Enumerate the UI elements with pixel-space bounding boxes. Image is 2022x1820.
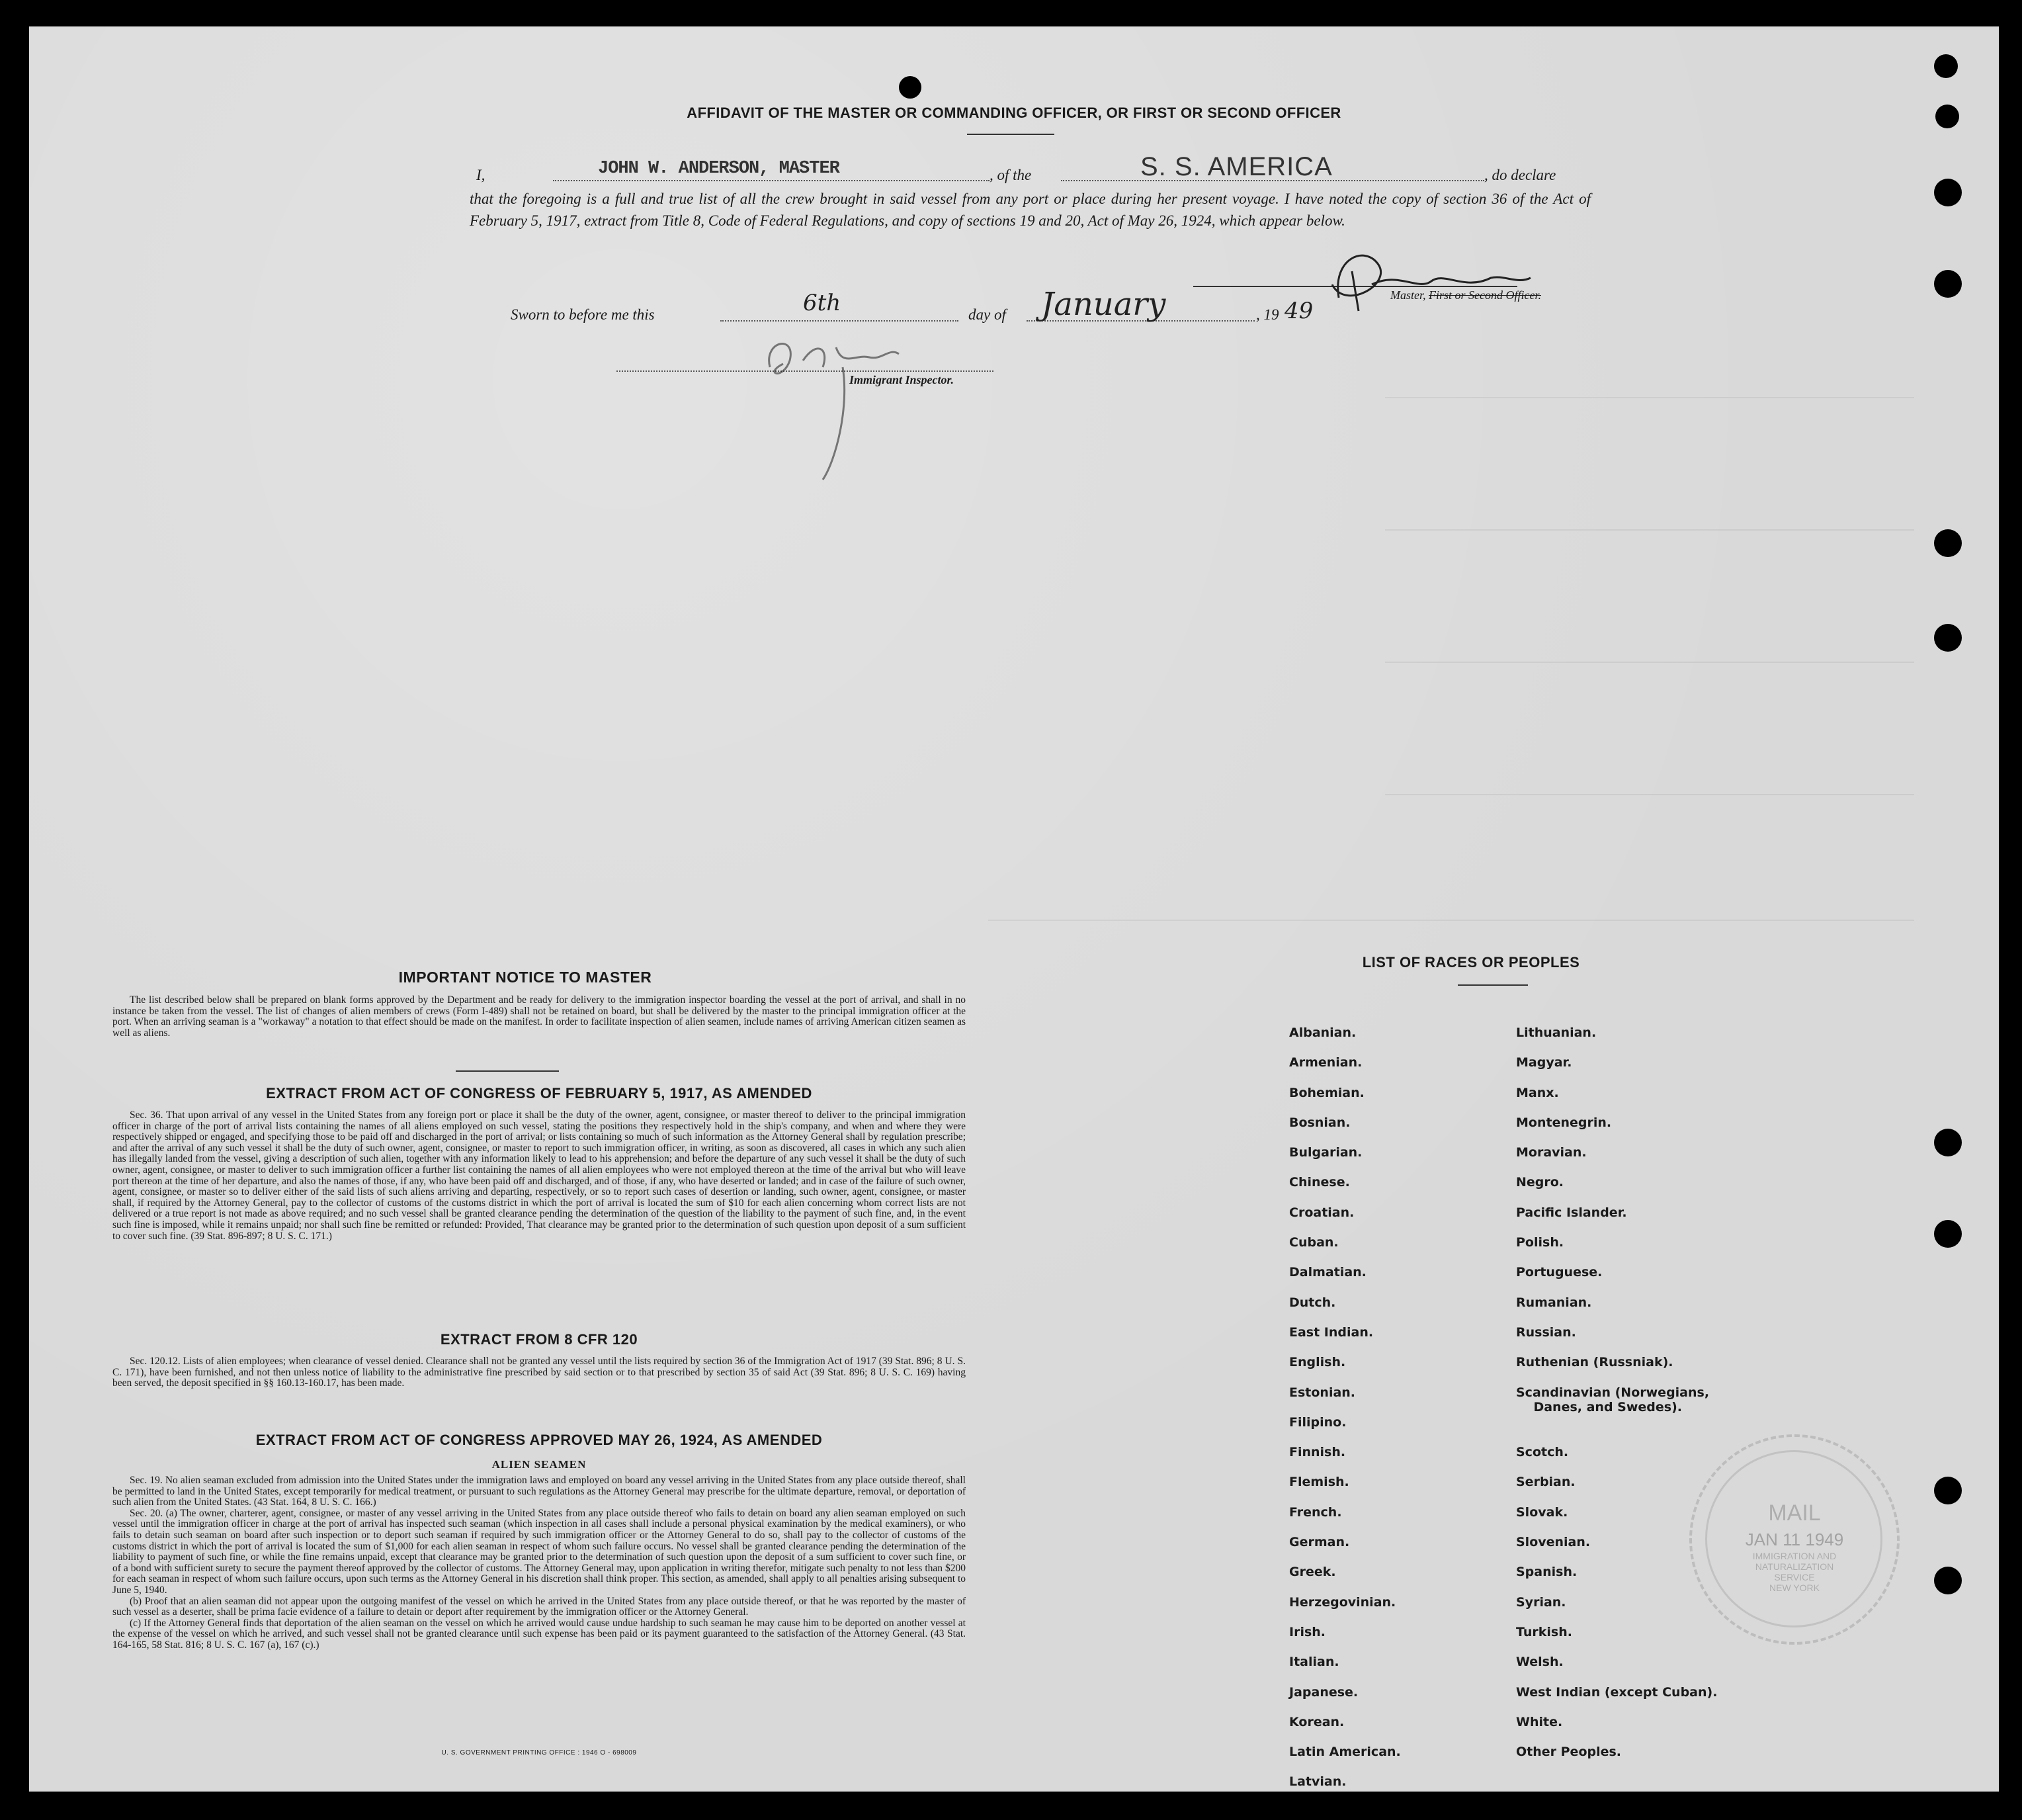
race-item: Chinese. [1289,1175,1350,1190]
punch-hole [1934,624,1962,652]
inspector-caption: Immigrant Inspector. [849,373,954,386]
extract-1917-heading: EXTRACT FROM ACT OF CONGRESS OF FEBRUARY 5, 1917, AS AMENDED [266,1085,812,1102]
race-item: Negro. [1516,1175,1564,1190]
document-sheet [29,26,1999,1792]
stamp-text [1692,1551,1897,1593]
race-item: Scandinavian (Norwegians, Danes, and Swedes). [1516,1385,1710,1414]
do-declare-label: , do declare [1484,167,1556,183]
sec20b-text: (b) Proof that an alien seaman did not appear upon the outgoing manifest of the vessel on which he arrived in the United States from any place outside thereof, or that he was reported by the master of such vessel as a deserter, shall be prima facie evidence of a failure to detain or deport after requirement by the immigration officer or the Attorney General. [112,1595,966,1618]
sworn-day-line [720,320,958,322]
race-item: Slovenian. [1516,1535,1591,1550]
inspector-signature [743,327,915,499]
race-item: Irish. [1289,1624,1326,1639]
race-item: Armenian. [1289,1055,1363,1070]
sworn-day: 6th [803,290,841,316]
extract-1917-text: Sec. 36. That upon arrival of any vessel in the United States from any foreign port or place it shall be the duty of the owner, agent, consignee, or master thereof to deliver to the principal immigration officer in charge of the port of arrival lists containing the names of all aliens employed on such vessel, stating the positions they respectively hold in the ship's company, and when and where they were respectively shipped or engaged, and specifying those to be paid off and discharged in the port of arrival; or lists containing so much of such information as the Attorney General shall by regulation prescribe; and after the arrival of any such vessel it shall be the duty of such owner, agent, consignee, or master to report to such immigration officer, in writing, as soon as discovered, all cases in which any such alien has illegally landed from the vessel, giving a description of such alien, together with any information likely to lead to his apprehension; and before the departure of any such vessel it shall be the duty of such owner, agent, consignee, or master to deliver to such immigration officer a further list containing the names of all alien employees who were not employed thereon at the time of the arrival but who will leave port thereon at the time of her departure, and also the names of those, if any, who have been paid off and discharged, and of those, if any, who have deserted or landed; and in case of the failure of such owner, agent, consignee, or master so to deliver either of the said lists of such aliens arriving and departing, respectively, or so to report such cases of desertion or landing, such owner, agent, consignee, or master shall, if required by the Attorney General, pay to the collector of customs of the customs district in which the port of arrival is located the sum of $10 for each alien concerning whom correct lists are not delivered or a true report is not made as above required; and no such vessel shall be granted clearance pending the determination of the question of the liability to the payment of such fine, and, in the event such fine is imposed, while it remains unpaid; nor shall such fine be remitted or refunded: Provided, That clearance may be granted prior to the determination of such question upon deposit of a sum sufficient to cover such fine. (39 Stat. 896-897; 8 U. S. C. 171.) [112,1109,966,1242]
stamp-date: JAN 11 1949 [1745,1530,1844,1549]
master-name-line [553,180,990,181]
day-of-label: day of [968,306,1006,323]
mail-stamp [1689,1434,1900,1645]
year-suffix: 49 [1285,298,1314,324]
punch-hole [1934,54,1958,78]
affidavit-body: that the foregoing is a full and true list of all the crew brought in said vessel from any port or place during her present voyage. I have noted the copy of section 36 of the Act of February 5, 1917, extract from Title 8, Code of Federal Regulations, and copy of sections 19 and 20, Act of May 26, 1924, which appear below. [470,191,1591,229]
races-left-column [1289,1025,1401,1805]
race-item: Dutch. [1289,1295,1336,1310]
race-item: Bulgarian. [1289,1145,1363,1160]
punch-hole [1934,270,1962,298]
vessel-name: S. S. AMERICA [1140,152,1333,181]
race-item: Ruthenian (Russniak). [1516,1355,1673,1370]
race-item: Croatian. [1289,1205,1355,1220]
punch-hole [1934,1567,1962,1594]
race-item: Manx. [1516,1085,1559,1100]
race-item: Portuguese. [1516,1265,1603,1280]
race-item: West Indian (except Cuban). [1516,1684,1718,1700]
race-item: Lithuanian. [1516,1025,1597,1040]
race-item: Turkish. [1516,1624,1572,1639]
extract-cfr-block [112,1356,966,1389]
master-name: JOHN W. ANDERSON, MASTER [598,159,839,179]
race-item: Japanese. [1289,1684,1359,1700]
master-caption-struck: First or Second Officer. [1429,288,1541,302]
punch-hole [1934,529,1962,557]
race-item: Flemish. [1289,1475,1349,1490]
master-caption-row [1390,288,1541,302]
master-signature [1292,245,1544,324]
affidavit-title: AFFIDAVIT OF THE MASTER OR COMMANDING OFFICER, OR FIRST OR SECOND OFFICER [687,105,1341,121]
race-item: Magyar. [1516,1055,1572,1070]
sec19-text: Sec. 19. No alien seaman excluded from admission into the United States under the immigration laws and employed on board any vessel arriving in the United States from any place outside thereof, shall be permitted to land in the United States, except temporarily for medical treatment, or pursuant to such regulations as the Attorney General may prescribe for the ultimate departure, removal, or deportation of such alien from the United States. (43 Stat. 164, 8 U. S. C. 166.) [112,1475,966,1508]
sec20c-text: (c) If the Attorney General finds that deportation of the alien seaman on the vessel on which he arrived would cause undue hardship to such seaman he may cause him to be deported on another vessel at the expense of the vessel on which he arrived, and such vessel shall not be granted clearance until such expense has been paid or its payment guaranteed to the satisfaction of the Attorney General. (43 Stat. 164-165, 58 Stat. 816; 8 U. S. C. 167 (a), 167 (c).) [112,1617,966,1651]
extract-cfr-text: Sec. 120.12. Lists of alien employees; when clearance of vessel denied. Clearance shall not be granted any vessel until the lists required by section 36 of the Immigration Act of 1917 (39 Stat. 896; 8 U. S. C. 171), have been furnished, and not then unless notice of liability to the administrative fine prescribed by said section or to that prescribed by section 35 of said Act (39 Stat. 896; 8 U. S. C. 169) having been served, the deposit specified in §§ 160.13-160.17, has been made. [112,1356,966,1389]
race-item: Slovak. [1516,1504,1568,1520]
punch-hole [1934,1477,1962,1504]
extract-1917-block [112,1110,966,1242]
notice-text: The list described below shall be prepared on blank forms approved by the Department and be ready for delivery to the immigration inspector boarding the vessel at the port of arrival, and shall in no instance be taken from the vessel. The list of changes of alien members of crews (Form I-489) shall not be retained on board, but shall be delivered by the master to the principal immigration officer at the port. When an arriving seaman is a "workaway" a notation to that effect should be made on the manifest. In order to facilitate inspection of alien seamen, include names of arriving American citizen seamen as well as aliens. [112,994,966,1039]
race-item: Montenegrin. [1516,1115,1612,1130]
race-item: Herzegovinian. [1289,1594,1396,1610]
race-item: German. [1289,1535,1350,1550]
race-item: Albanian. [1289,1025,1357,1040]
races-right-column [1516,1025,1717,1774]
race-item: Dalmatian. [1289,1265,1367,1280]
sworn-month: January [1041,286,1166,323]
race-item: Estonian. [1289,1385,1356,1400]
race-item: Pacific Islander. [1516,1205,1627,1220]
race-item: Latvian. [1289,1774,1347,1790]
divider [967,134,1054,135]
punch-hole [899,76,921,99]
race-item: White. [1516,1714,1563,1729]
race-item: Greek. [1289,1565,1336,1580]
race-item: Cuban. [1289,1235,1339,1250]
race-item: Spanish. [1516,1565,1578,1580]
race-item: French. [1289,1504,1342,1520]
punch-hole [1934,179,1962,206]
race-item: Serbian. [1516,1475,1576,1490]
race-item: East Indian. [1289,1324,1374,1340]
sec20a-text: Sec. 20. (a) The owner, charterer, agent, consignee, or master of any vessel arriving in the United States from any place outside thereof who fails to detain on board any alien seaman employed on such vessel until the immigration officer in charge at the port of arrival has inspected such seaman (which inspection in all cases shall include a personal physical examination by the medical examiners), or who fails to detain such seaman on board after such inspection or to deport such seaman if required by such immigration officer or the Attorney General to do so, shall pay to the collector of customs of the customs district in which the port of arrival is located the sum of $1,000 for each alien seaman in respect of whom such failure occurs. No vessel shall be granted clearance pending the determination of the liability to payment of such fine, or while the fine remains unpaid, except that clearance may be granted prior to the determination of such question upon the deposit of a sum sufficient to cover such fine, or of a bond with sufficient surety to secure the payment thereof approved by the collector of customs. The Attorney General may, upon application in writing therefor, mitigate such penalty to not less than $200 for each seaman in respect of whom such failure occurs, upon such terms as the Attorney General in his discretion shall think proper. This section, as amended, shall apply to all penalties arising subsequent to June 5, 1940. [112,1507,966,1596]
sworn-label: Sworn to before me this [511,306,655,323]
race-item: Other Peoples. [1516,1745,1622,1760]
race-item: Filipino. [1289,1414,1347,1430]
stamp-line6: NEW YORK [1769,1582,1820,1593]
race-item: Italian. [1289,1655,1339,1670]
extract-1924-block [112,1475,966,1651]
notice-heading: IMPORTANT NOTICE TO MASTER [398,969,652,986]
punch-hole [1934,1220,1962,1248]
stamp-top: MAIL [1768,1500,1821,1526]
divider [456,1070,559,1072]
race-item: Russian. [1516,1324,1576,1340]
punch-hole [1934,1129,1962,1156]
extract-cfr-heading: EXTRACT FROM 8 CFR 120 [440,1331,638,1348]
race-item: Korean. [1289,1714,1345,1729]
race-item: Latin American. [1289,1745,1401,1760]
race-item [1516,1415,1717,1445]
race-item: Bosnian. [1289,1115,1351,1130]
race-item: Welsh. [1516,1655,1564,1670]
divider [1458,984,1528,986]
race-item: Finnish. [1289,1445,1346,1460]
notice-block [112,995,966,1039]
race-item: Moravian. [1516,1145,1587,1160]
master-caption: Master, [1390,288,1426,302]
race-item: English. [1289,1355,1346,1370]
race-item: Scotch. [1516,1445,1569,1460]
stamp-line3: IMMIGRATION AND [1752,1551,1837,1561]
extract-1924-heading: EXTRACT FROM ACT OF CONGRESS APPROVED MAY 26, 1924, AS AMENDED [255,1432,823,1448]
race-item: Rumanian. [1516,1295,1592,1310]
alien-seamen-subheading: ALIEN SEAMEN [491,1458,587,1471]
stamp-line5: SERVICE [1774,1572,1815,1582]
of-the-label: , of the [990,167,1032,183]
races-heading: LIST OF RACES OR PEOPLES [1362,954,1580,971]
printer-line: U. S. GOVERNMENT PRINTING OFFICE : 1946 O - 698009 [441,1749,637,1756]
affidavit-i: I, [476,167,485,183]
stamp-line4: NATURALIZATION [1755,1561,1834,1572]
race-item: Polish. [1516,1235,1564,1250]
race-item: Syrian. [1516,1594,1566,1610]
year-prefix: , 19 [1256,306,1279,323]
race-item: Bohemian. [1289,1085,1365,1100]
